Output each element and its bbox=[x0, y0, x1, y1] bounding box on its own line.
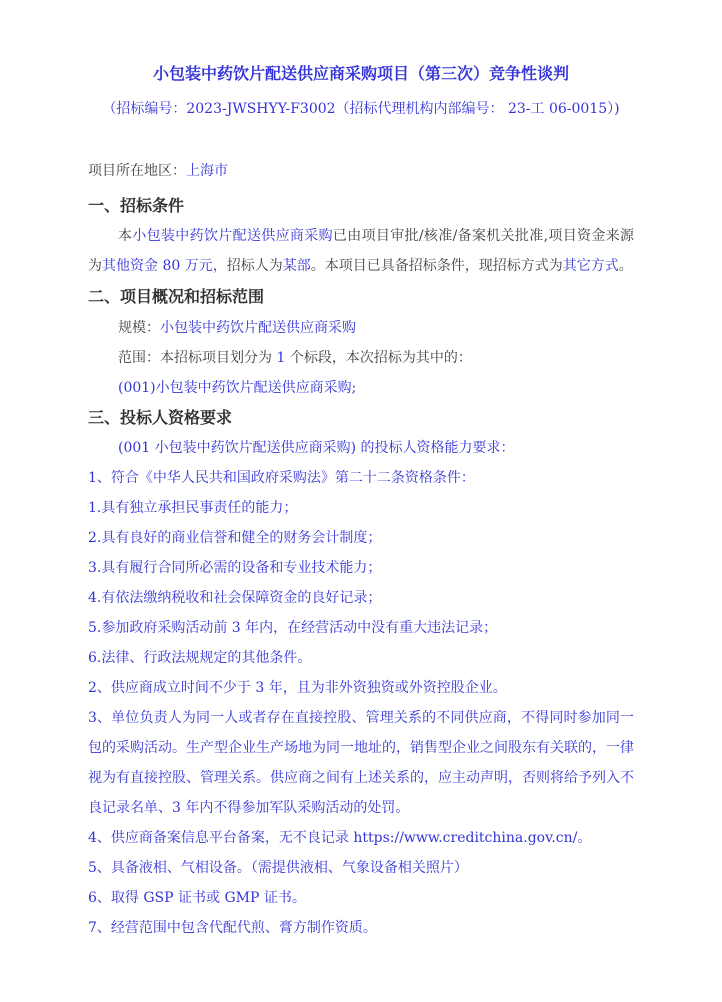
scale-line bbox=[88, 313, 634, 343]
paragraph-segment-method: 其它方式 bbox=[562, 258, 619, 274]
qualification-item-creditchina: 4、供应商备案信息平台备案，无不良记录 https://www.creditchina.gov.cn/。 bbox=[88, 830, 592, 846]
document-subtitle: （招标编号：2023-JWSHYY-F3002（招标代理机构内部编号： 23-工 06-0015）) bbox=[102, 101, 620, 117]
section-heading-bid-conditions: 一、招标条件 bbox=[88, 196, 185, 215]
qualification-item: 1、符合《中华人民共和国政府采购法》第二十二条资格条件： bbox=[88, 470, 475, 486]
bid-conditions-paragraph bbox=[88, 221, 634, 281]
paragraph-segment: 招标人为 bbox=[226, 258, 283, 274]
qualification-item: 2、供应商成立时间不少于 3 年，且为非外资独资或外资控股企业。 bbox=[88, 680, 507, 696]
qualification-item: 2.具有良好的商业信誉和健全的财务会计制度； bbox=[88, 530, 382, 546]
paragraph-segment-tenderer: 某部 bbox=[282, 258, 311, 274]
qualification-item-related-suppliers: 3、单位负责人为同一人或者存在直接控股、管理关系的不同供应商，不得同时参加同一包的采购活动。生产型企业生产场地为同一地址的，销售型企业之间股东有关联的，一律视为有直接控股、管理关系。供应商之间有上述关系的，应主动声明，否则将给予列入不良记录名单、3 年内不得参加军队采购活动的处罚。 bbox=[88, 710, 634, 816]
scope-segment: 范围：本招标项目划分为 bbox=[118, 350, 277, 366]
qualification-item: 5.参加政府采购活动前 3 年内，在经营活动中没有重大违法记录； bbox=[88, 620, 498, 636]
scale-label: 规模： bbox=[118, 320, 160, 336]
qualification-item: 6、取得 GSP 证书或 GMP 证书。 bbox=[88, 890, 306, 906]
document-title: 小包装中药饮片配送供应商采购项目（第三次）竞争性谈判 bbox=[152, 64, 569, 83]
paragraph-segment: 。本项目已具备招标条件，现招标方式为 bbox=[310, 258, 563, 274]
project-location-value: 上海市 bbox=[186, 163, 228, 179]
section-heading-overview: 二、项目概况和招标范围 bbox=[88, 287, 265, 306]
paragraph-segment: 本 bbox=[118, 228, 133, 244]
paragraph-segment: 已由项目审批/核准/备案机关批准,项目资金来源为 bbox=[88, 228, 635, 274]
scope-lot-count: 1 bbox=[276, 350, 286, 366]
project-location-label: 项目所在地区： bbox=[88, 163, 186, 179]
qualification-item: 1.具有独立承担民事责任的能力； bbox=[88, 500, 298, 516]
lot-line: (001)小包装中药饮片配送供应商采购; bbox=[118, 380, 357, 396]
scope-segment: 个标段，本次招标为其中的： bbox=[285, 350, 472, 366]
qualification-item: 5、具备液相、气相设备。（需提供液相、气象设备相关照片） bbox=[88, 860, 468, 876]
scale-value: 小包装中药饮片配送供应商采购 bbox=[160, 320, 356, 336]
qualification-item: 6.法律、行政法规规定的其他条件。 bbox=[88, 650, 312, 666]
paragraph-segment-funding: 其他资金 80 万元， bbox=[102, 258, 227, 274]
paragraph-segment: 。 bbox=[618, 258, 633, 274]
section-heading-qualification: 三、投标人资格要求 bbox=[88, 408, 233, 427]
qualification-item: 7、经营范围中包含代配代煎、膏方制作资质。 bbox=[88, 920, 377, 936]
scope-line bbox=[88, 343, 634, 373]
qualification-item: 4.有依法缴纳税收和社会保障资金的良好记录； bbox=[88, 590, 382, 606]
qualification-intro: (001 小包装中药饮片配送供应商采购) 的投标人资格能力要求： bbox=[118, 440, 515, 456]
qualification-item: 3.具有履行合同所必需的设备和专业技术能力； bbox=[88, 560, 382, 576]
project-location-line bbox=[88, 156, 634, 186]
paragraph-segment-project-name: 小包装中药饮片配送供应商采购 bbox=[132, 228, 333, 244]
